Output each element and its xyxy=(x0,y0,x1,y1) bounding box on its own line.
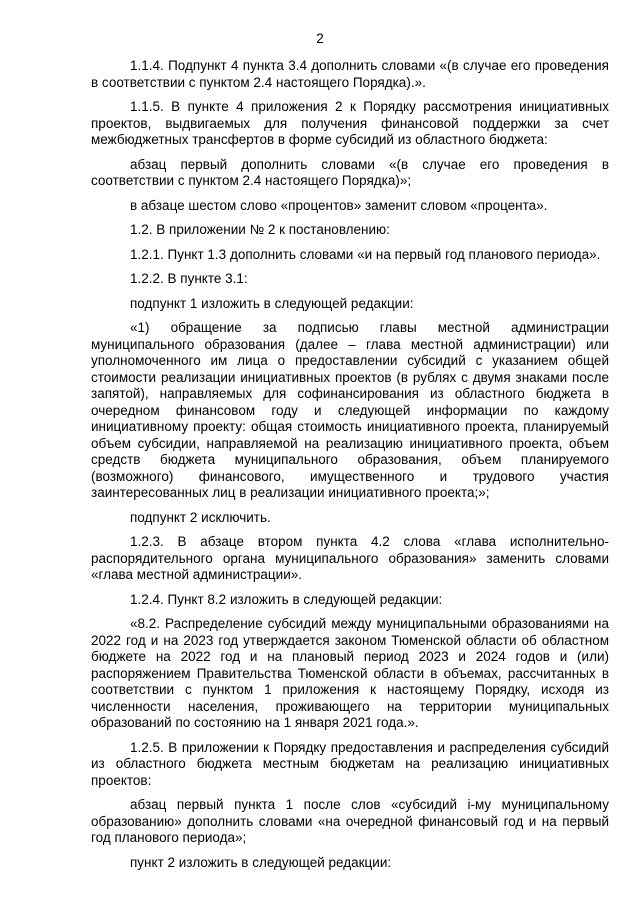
document-body xyxy=(91,58,609,879)
page-number: 2 xyxy=(316,31,324,46)
paragraph-1-2-3: 1.2.3. В абзаце втором пункта 4.2 слова «глава исполнительно-распорядительного органа муниципального образования» заменить словами «глава местной администрации». xyxy=(91,534,609,582)
paragraph-subpoint-2-excluded: подпункт 2 исключить. xyxy=(130,509,271,525)
paragraph-point-2-intro: пункт 2 изложить в следующей редакции: xyxy=(130,854,392,870)
paragraph-1-2-5: 1.2.5. В приложении к Порядку предоставления и распределения субсидий из областного бюджета местным бюджетам на реализацию инициативных проектов: xyxy=(91,739,609,788)
paragraph-1-2: 1.2. В приложении № 2 к постановлению: xyxy=(130,222,390,237)
paragraph-point-1-amendment: абзац первый пункта 1 после слов «субсидий i-му муниципальному образованию» дополнить словами «на очередной финансовый год и на первый год планового периода»; xyxy=(91,797,609,845)
paragraph-subpoint-1-text: «1) обращение за подписью главы местной администрации муниципального образования (далее – глава местной администрации) или уполномоченного им лица о предоставлении субсидий с указанием общей стоимости реализации инициативных проектов (в рублях с двумя знаками после запятой), направляемых для софинансирования из областного бюджета в очередном финансовом году и следующей информации по каждому инициативному проекту: общая стоимость инициативного проекта, планируемый объем субсидии, направляемой на реализацию инициативного проекта, объем средств бюджета муниципального образования, объем планируемого (возможного) финансового, имущественного и трудового участия заинтересованных лиц в реализации инициативного проекта;»; xyxy=(91,320,609,500)
paragraph-first-abzac-amendment: абзац первый дополнить словами «(в случае его проведения в соответствии с пунктом 2.4 настоящего Порядка)»; xyxy=(91,156,609,188)
paragraph-sixth-abzac-amendment: в абзаце шестом слово «процентов» заменит словом «процента». xyxy=(130,197,548,213)
paragraph-subpoint-1-intro: подпункт 1 изложить в следующей редакции: xyxy=(130,295,414,311)
paragraph-8-2-text: «8.2. Распределение субсидий между муниципальными образованиями на 2022 год и на 2023 год утверждается законом Тюменской области об областном бюджете на 2022 год и на плановый период 2023 и 2024 годов и (или) распоряжением Правительства Тюменской области в объемах, рассчитанных в соответствии с пунктом 1 приложения к настоящему Порядку, исходя из численности населения, проживающего на территории муниципальных образований по состоянию на 1 января 2021 года.». xyxy=(91,616,609,730)
paragraph-1-1-4: 1.1.4. Подпункт 4 пункта 3.4 дополнить словами «(в случае его проведения в соответствии с пунктом 2.4 настоящего Порядка).». xyxy=(91,58,609,90)
paragraph-1-2-2: 1.2.2. В пункте 3.1: xyxy=(130,271,248,286)
paragraph-1-2-1: 1.2.1. Пункт 1.3 дополнить словами «и на первый год планового периода». xyxy=(130,246,601,262)
paragraph-1-1-5: 1.1.5. В пункте 4 приложения 2 к Порядку рассмотрения инициативных проектов, выдвигаемых для получения финансовой поддержки за счет межбюджетных трансфертов в форме субсидий из областного бюджета: xyxy=(91,99,609,147)
paragraph-1-2-4: 1.2.4. Пункт 8.2 изложить в следующей редакции: xyxy=(130,591,443,607)
